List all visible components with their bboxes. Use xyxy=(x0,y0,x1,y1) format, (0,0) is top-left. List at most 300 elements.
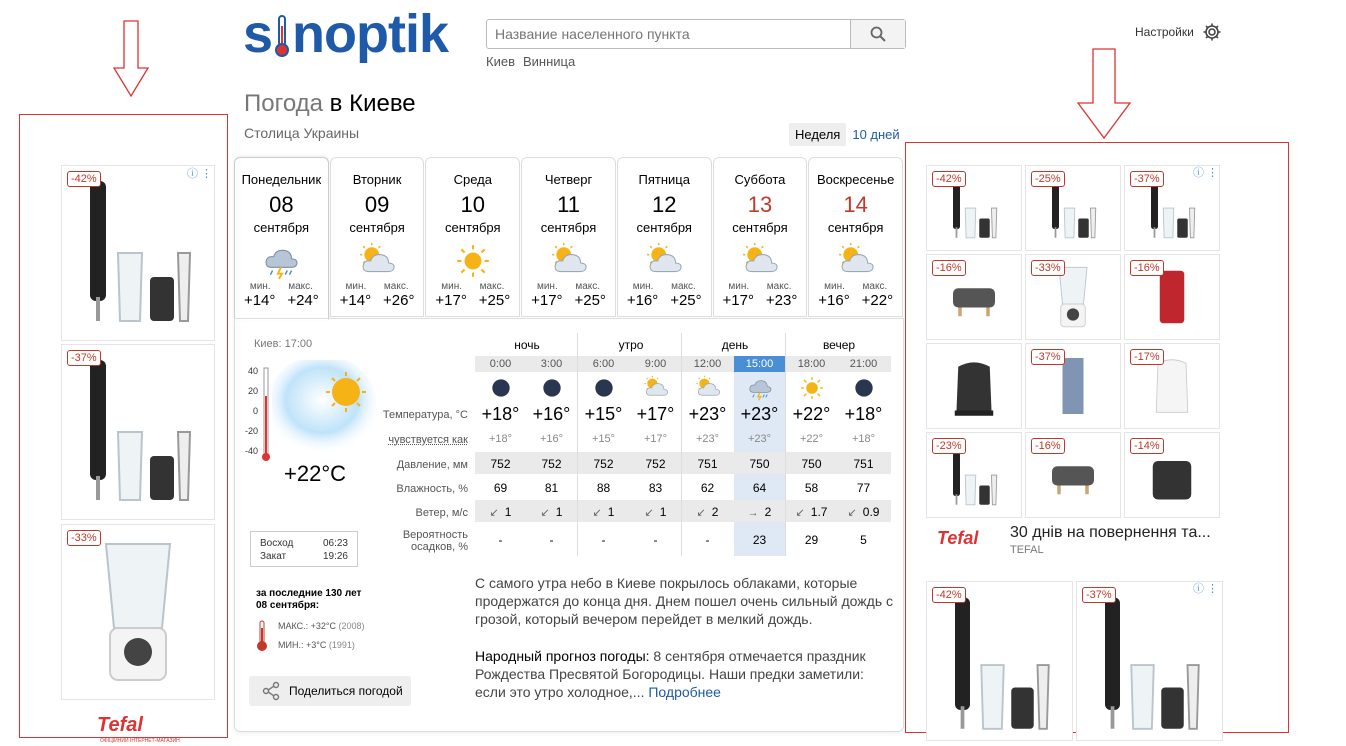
cell-humidity xyxy=(475,481,526,495)
thunderstorm-icon xyxy=(262,242,300,280)
tab-10-days[interactable]: 10 дней xyxy=(852,127,900,142)
day-weather-icon-wrap xyxy=(426,241,519,281)
ad-info-icon[interactable]: ⓘ ⋮ xyxy=(187,168,213,180)
discount-badge: -16% xyxy=(1031,438,1065,454)
discount-badge: -37% xyxy=(1130,171,1164,187)
sun-cloud-icon xyxy=(643,375,669,401)
read-more-link[interactable]: Подробнее xyxy=(648,684,721,700)
hand-blender-product-image xyxy=(940,590,1060,740)
cell-value: 6:00 xyxy=(592,358,615,370)
cell-value: 18:00 xyxy=(797,358,826,370)
max-label: макс. xyxy=(383,281,409,292)
cell-value: 3:00 xyxy=(540,358,563,370)
cell-wind xyxy=(526,505,577,519)
quick-city-link[interactable]: Винница xyxy=(522,54,576,69)
search-box xyxy=(486,19,906,49)
discount-badge: -16% xyxy=(1130,260,1164,276)
cell-pressure xyxy=(838,457,889,471)
product-tile[interactable] xyxy=(1025,343,1121,429)
cell-temp xyxy=(630,404,681,425)
wind-southwest-icon: ↙ xyxy=(795,507,805,519)
cell-value: 752 xyxy=(645,457,666,471)
product-tile[interactable] xyxy=(926,254,1022,340)
cell-value: 62 xyxy=(700,481,715,495)
history-min-value: МИН.: +3°C xyxy=(278,640,327,650)
day-month: сентября xyxy=(349,220,405,235)
min-max-temps xyxy=(331,292,424,309)
cell-value: - xyxy=(549,533,554,547)
max-temp: +26° xyxy=(383,292,415,309)
max-temp: +22° xyxy=(861,292,894,309)
max-label: макс. xyxy=(671,281,696,292)
day-tab[interactable] xyxy=(713,157,808,317)
cell-value: 5 xyxy=(860,533,867,547)
min-max-temps xyxy=(235,292,328,309)
discount-badge: -33% xyxy=(1031,260,1065,276)
partly-cloudy-icon xyxy=(550,242,588,280)
cell-value: 12:00 xyxy=(693,358,722,370)
cell-precip xyxy=(734,533,785,547)
partly-cloudy-icon xyxy=(645,242,683,280)
cell-feels xyxy=(526,433,577,445)
page-title xyxy=(244,90,416,118)
cell-value: 1 xyxy=(555,505,563,519)
day-weather-icon-wrap xyxy=(522,241,615,281)
cell-wind xyxy=(578,505,629,519)
min-max-labels xyxy=(235,281,328,292)
cell-value: +16° xyxy=(539,433,564,445)
day-weather-icon-wrap xyxy=(809,241,902,281)
day-date: 08 xyxy=(269,192,294,217)
discount-badge: -25% xyxy=(1031,171,1065,187)
sun-times-box xyxy=(250,531,358,567)
arrow-down-icon xyxy=(112,20,150,98)
moon-icon xyxy=(539,375,565,401)
cell-value: 81 xyxy=(544,481,559,495)
min-max-labels xyxy=(522,281,615,292)
discount-badge: -16% xyxy=(932,260,966,276)
min-temp: +17° xyxy=(435,292,467,309)
cell-feels xyxy=(578,433,629,445)
partly-cloudy-icon xyxy=(741,242,779,280)
cell-times xyxy=(682,358,733,370)
cell-wind xyxy=(475,505,526,519)
product-tile[interactable] xyxy=(926,165,1022,251)
min-label: мин. xyxy=(536,281,558,292)
day-month: сентября xyxy=(253,220,310,235)
cell-humidity xyxy=(630,481,681,495)
cell-feels xyxy=(475,433,526,445)
hour-icon-cell xyxy=(475,375,526,406)
weather-description: С самого утра небо в Киеве покрылось облаками, которые продержатся до конца дня. Днем пошел очень сильный дождь с грозой, который вечером перейдет в мелкий дождь. xyxy=(475,575,894,627)
day-weather-icon-wrap xyxy=(618,241,711,281)
cell-value: 751 xyxy=(853,457,874,471)
day-tab[interactable] xyxy=(425,157,520,317)
period-label: утро xyxy=(618,338,644,352)
min-label: мин. xyxy=(632,281,654,292)
cell-pressure xyxy=(630,457,681,471)
folk-label: Народный прогноз погоды: xyxy=(475,648,650,664)
product-tile[interactable] xyxy=(61,165,215,341)
cell-pressure xyxy=(526,457,577,471)
product-tile[interactable] xyxy=(61,524,215,700)
day-month: сентября xyxy=(827,220,884,235)
row-label-humidity: Влажность, % xyxy=(396,483,468,495)
cell-value: 752 xyxy=(490,457,511,471)
history-line1: за последние 130 лет xyxy=(256,588,362,599)
hour-icon-cell xyxy=(630,375,681,406)
cell-value: 83 xyxy=(648,481,663,495)
cell-value: +22° xyxy=(792,404,831,424)
day-weather-icon-wrap xyxy=(714,241,807,281)
day-name: Понедельник xyxy=(241,172,322,187)
hour-icon-cell xyxy=(838,375,889,406)
moon-icon xyxy=(488,375,514,401)
tefal-logo[interactable]: Tefal xyxy=(937,528,979,548)
storm-cloud-icon xyxy=(747,375,773,401)
cell-wind xyxy=(734,505,785,519)
moon-icon xyxy=(591,375,617,401)
wind-southwest-icon: ↙ xyxy=(847,507,857,519)
cell-humidity xyxy=(578,481,629,495)
max-temp: +25° xyxy=(670,292,702,309)
cell-value: +18° xyxy=(488,433,513,445)
product-tile[interactable] xyxy=(926,581,1073,741)
cell-humidity xyxy=(786,481,837,495)
max-label: макс. xyxy=(479,281,505,292)
max-label: макс. xyxy=(288,281,313,292)
product-tile[interactable] xyxy=(926,343,1022,429)
period-label: ночь xyxy=(514,338,540,352)
thermometer-icon xyxy=(262,366,270,464)
product-tile[interactable] xyxy=(1025,432,1121,518)
day-month: сентября xyxy=(732,220,788,235)
min-max-temps xyxy=(618,292,711,309)
scale-tick: 20 xyxy=(247,386,258,396)
title-prefix: Погода xyxy=(244,90,323,117)
discount-badge: -33% xyxy=(67,530,101,546)
current-weather-illustration xyxy=(272,360,382,460)
cell-times xyxy=(475,358,526,370)
search-input[interactable] xyxy=(487,20,850,48)
sunset-label: Закат xyxy=(260,551,287,562)
cell-precip xyxy=(475,533,526,547)
cell-value: +23° xyxy=(688,404,727,424)
cell-value: 751 xyxy=(697,457,718,471)
cell-feels xyxy=(682,433,733,445)
quick-city-link[interactable]: Киев xyxy=(486,54,515,69)
day-date: 09 xyxy=(364,192,390,217)
cell-value: 77 xyxy=(856,481,871,495)
cell-value: +23° xyxy=(695,433,720,445)
max-temp: +25° xyxy=(574,292,606,309)
page-subtitle: Столица Украины xyxy=(244,125,360,141)
cell-value: 750 xyxy=(749,457,770,471)
quick-cities xyxy=(486,54,583,69)
cell-times xyxy=(630,358,681,370)
history-min xyxy=(278,640,355,650)
sunset-time: 19:26 xyxy=(322,551,348,562)
hour-icon-cell xyxy=(786,375,837,406)
cell-value: +15° xyxy=(591,433,616,445)
cell-pressure xyxy=(734,457,785,471)
cell-value: 1.7 xyxy=(810,505,828,519)
share-weather-button[interactable] xyxy=(249,676,411,706)
partly-cloudy-icon xyxy=(358,242,396,280)
ad-info-icon[interactable]: ⓘ ⋮ xyxy=(1193,167,1219,179)
ad-info-icon[interactable]: ⓘ ⋮ xyxy=(1193,583,1219,595)
scale-tick: 40 xyxy=(247,366,258,376)
cell-pressure xyxy=(475,457,526,471)
product-tile[interactable] xyxy=(926,432,1022,518)
min-max-labels xyxy=(426,281,519,292)
share-label: Поделиться погодой xyxy=(289,684,403,698)
cell-value: 1 xyxy=(607,505,615,519)
current-temperature: +22°C xyxy=(284,461,347,486)
cell-wind xyxy=(838,505,889,519)
cell-value: 0.9 xyxy=(862,505,880,519)
cell-temp xyxy=(786,404,837,425)
max-temp: +23° xyxy=(765,292,798,309)
kettle-product-image xyxy=(939,351,1009,421)
cell-feels xyxy=(630,433,681,445)
search-icon xyxy=(870,26,886,42)
discount-badge: -37% xyxy=(1031,349,1065,365)
cell-feels xyxy=(786,433,837,445)
cell-precip xyxy=(682,533,733,547)
period-label: вечер xyxy=(822,338,856,352)
day-tab[interactable] xyxy=(808,157,903,317)
max-temp: +25° xyxy=(478,292,511,309)
day-tabs xyxy=(234,157,904,319)
cell-value: +16° xyxy=(532,404,571,424)
discount-badge: -17% xyxy=(1130,349,1164,365)
day-date: 10 xyxy=(460,192,486,217)
tefal-logo[interactable]: Tefal xyxy=(97,714,143,736)
cell-temp xyxy=(578,404,629,425)
cell-temp xyxy=(475,404,526,425)
day-tab[interactable] xyxy=(330,157,425,317)
history-line2: 08 сентября: xyxy=(256,600,320,611)
history-max xyxy=(278,621,365,631)
discount-badge: -42% xyxy=(67,171,101,187)
min-temp: +14° xyxy=(243,292,276,309)
cell-times xyxy=(578,358,629,370)
cell-humidity xyxy=(734,481,785,495)
min-temp: +17° xyxy=(722,292,754,309)
cell-value: 9:00 xyxy=(644,358,667,370)
title-city: в Киеве xyxy=(329,90,416,117)
row-label-feels[interactable]: чувствуется как xyxy=(388,434,468,446)
sun-icon xyxy=(799,375,825,401)
min-max-labels xyxy=(331,281,424,292)
cell-value: 64 xyxy=(752,481,767,495)
cell-value: - xyxy=(601,533,606,547)
sun-icon xyxy=(454,242,492,280)
day-name: Вторник xyxy=(352,172,402,187)
product-tile[interactable] xyxy=(1124,432,1220,518)
cell-value: +23° xyxy=(740,404,779,424)
cell-value: 750 xyxy=(801,457,822,471)
hour-icon-cell xyxy=(682,375,733,406)
cell-temp xyxy=(682,404,733,425)
cell-pressure xyxy=(578,457,629,471)
cell-value: +18° xyxy=(481,404,520,424)
cell-precip xyxy=(526,533,577,547)
cell-value: - xyxy=(653,533,658,547)
min-max-labels xyxy=(714,281,807,292)
sun-cloud-icon xyxy=(695,375,721,401)
min-max-temps xyxy=(522,292,615,309)
cell-value: 21:00 xyxy=(849,358,878,370)
min-max-temps xyxy=(714,292,807,309)
day-date: 13 xyxy=(747,192,773,217)
thermometer-logo-icon xyxy=(274,10,290,54)
min-max-temps xyxy=(809,292,902,309)
product-tile[interactable] xyxy=(1076,581,1223,741)
cell-value: +17° xyxy=(636,404,675,424)
cell-temp xyxy=(838,404,889,425)
row-label-wind: Ветер, м/с xyxy=(415,507,468,519)
current-time-label: Киев: 17:00 xyxy=(254,338,313,350)
cell-temp xyxy=(526,404,577,425)
cell-pressure xyxy=(682,457,733,471)
cell-value: +22° xyxy=(799,433,824,445)
cell-humidity xyxy=(682,481,733,495)
ad-headline[interactable]: 30 днів на повернення та... xyxy=(1010,524,1211,541)
day-name: Четверг xyxy=(544,172,593,187)
cell-value: 0:00 xyxy=(489,358,512,370)
product-tile[interactable] xyxy=(1124,254,1220,340)
min-temp: +16° xyxy=(626,292,659,309)
period-label: день xyxy=(721,338,749,352)
cell-value: 69 xyxy=(493,481,508,495)
scale-tick: 0 xyxy=(252,406,258,416)
wind-east-icon: → xyxy=(747,507,759,519)
tab-week[interactable]: Неделя xyxy=(789,123,846,146)
cell-value: 752 xyxy=(541,457,562,471)
cell-value: +18° xyxy=(844,404,883,424)
blender-product-image xyxy=(71,532,205,692)
wind-southwest-icon: ↙ xyxy=(489,507,499,519)
wind-southwest-icon: ↙ xyxy=(540,507,550,519)
cell-humidity xyxy=(838,481,889,495)
hand-blender-product-image xyxy=(71,352,205,512)
cell-value: 58 xyxy=(804,481,819,495)
cell-precip xyxy=(630,533,681,547)
cell-value: +18° xyxy=(851,433,876,445)
product-tile[interactable] xyxy=(1124,343,1220,429)
discount-badge: -37% xyxy=(67,350,101,366)
min-max-labels xyxy=(809,281,902,292)
hour-icon-cell xyxy=(526,375,577,406)
wind-southwest-icon: ↙ xyxy=(696,507,706,519)
min-label: мин. xyxy=(824,281,845,292)
min-label: мин. xyxy=(728,281,750,292)
history-max-year: (2008) xyxy=(338,621,365,631)
product-tile[interactable] xyxy=(61,344,215,520)
day-tab[interactable] xyxy=(617,157,712,317)
day-name: Воскресенье xyxy=(816,172,895,187)
day-date: 14 xyxy=(843,192,868,217)
hand-blender-product-image xyxy=(71,173,205,333)
max-label: макс. xyxy=(575,281,601,292)
day-month: сентября xyxy=(540,220,597,235)
row-label-pressure: Давление, мм xyxy=(396,459,468,471)
history-max-value: МАКС.: +32°C xyxy=(278,621,337,631)
cell-value: +17° xyxy=(643,433,668,445)
day-name: Среда xyxy=(453,172,492,187)
sinoptik-logo[interactable]: s noptik xyxy=(243,4,449,64)
search-button[interactable] xyxy=(850,20,905,48)
day-weather-icon-wrap xyxy=(235,241,328,281)
range-tabs xyxy=(789,123,906,146)
cell-value: 23 xyxy=(752,533,767,547)
product-tile[interactable] xyxy=(1025,254,1121,340)
temperature-scale xyxy=(240,366,270,466)
hand-blender-product-image xyxy=(1090,590,1210,740)
history-thermometer-icon xyxy=(256,620,268,652)
discount-badge: -42% xyxy=(932,171,966,187)
cell-temp xyxy=(734,404,785,425)
discount-badge: -14% xyxy=(1130,438,1164,454)
cell-value: 1 xyxy=(504,505,512,519)
scale-tick: -40 xyxy=(244,446,258,456)
min-max-temps xyxy=(426,292,519,309)
product-tile[interactable] xyxy=(1025,165,1121,251)
history-block xyxy=(256,588,361,612)
cell-value: 15:00 xyxy=(745,358,774,370)
cell-value: - xyxy=(498,533,503,547)
day-tab[interactable] xyxy=(521,157,616,317)
day-weather-icon-wrap xyxy=(331,241,424,281)
discount-badge: -42% xyxy=(932,587,966,603)
cell-times xyxy=(786,358,837,370)
min-temp: +16° xyxy=(818,292,850,309)
cell-value: 2 xyxy=(764,505,772,519)
cell-times xyxy=(734,358,785,370)
history-min-year: (1991) xyxy=(328,640,355,650)
cell-times xyxy=(526,358,577,370)
sunrise-label: Восход xyxy=(260,538,294,549)
min-max-labels xyxy=(618,281,711,292)
day-date: 12 xyxy=(651,192,677,217)
cell-pressure xyxy=(786,457,837,471)
min-temp: +17° xyxy=(531,292,563,309)
cell-value: +23° xyxy=(747,433,772,445)
moon-icon xyxy=(851,375,877,401)
sunny-sky-icon xyxy=(272,360,382,460)
discount-badge: -37% xyxy=(1082,587,1116,603)
cell-times xyxy=(838,358,889,370)
cell-precip xyxy=(838,533,889,547)
cell-value: 29 xyxy=(804,533,819,547)
day-name: Суббота xyxy=(734,172,786,187)
cell-precip xyxy=(578,533,629,547)
min-label: мин. xyxy=(249,281,271,292)
settings-button[interactable] xyxy=(1135,22,1222,42)
wind-southwest-icon: ↙ xyxy=(592,507,602,519)
arrow-down-icon xyxy=(1076,48,1132,140)
settings-label: Настройки xyxy=(1135,25,1194,39)
row-label-temp: Температура, °C xyxy=(382,409,468,421)
day-tab[interactable] xyxy=(234,157,329,320)
cell-feels xyxy=(838,433,889,445)
row-label-precip: Вероятность осадков, % xyxy=(402,529,468,553)
cell-value: 752 xyxy=(593,457,614,471)
partly-cloudy-icon xyxy=(837,242,875,280)
min-label: мин. xyxy=(345,281,367,292)
